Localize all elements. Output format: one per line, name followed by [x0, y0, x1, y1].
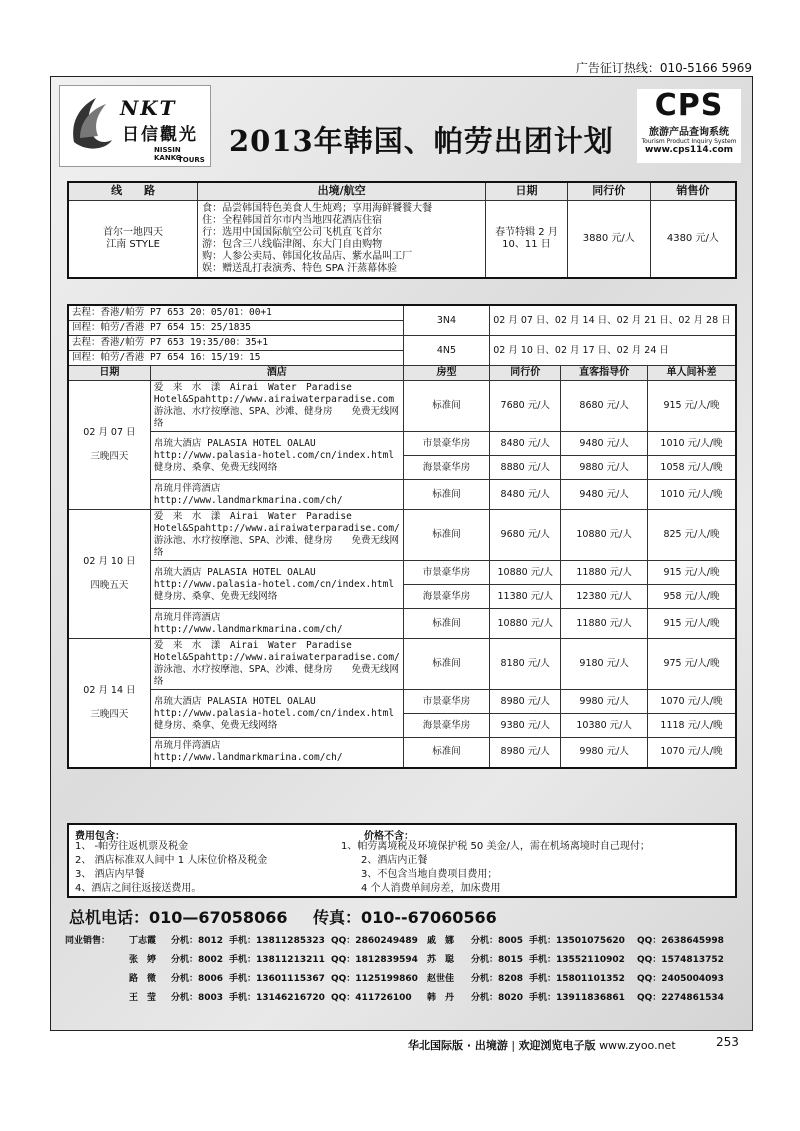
korea-header-flight: 出境/航空 [198, 182, 486, 200]
sales-mobile: 手机：13552110902 [529, 955, 625, 965]
room-direct-price: 10880 元/人 [561, 510, 648, 561]
flight-go: 去程：香港/帕劳 P7 653 20：05/01：00+1 [68, 305, 403, 321]
room-direct-price: 8680 元/人 [561, 381, 648, 432]
room-peer-price: 10880 元/人 [490, 609, 561, 639]
sales-qq: QQ：2405004093 [637, 974, 724, 984]
room-row [68, 432, 736, 456]
flight-back: 回程：帕劳/香港 P7 654 16：15/19：15 [68, 351, 403, 366]
korea-date: 春节特辑 2 月 10、11 日 [486, 200, 568, 278]
korea-route-name: 首尔一地四天 [103, 226, 164, 238]
sales-qq: QQ：1812839594 [331, 955, 418, 965]
room-peer-price: 9380 元/人 [490, 714, 561, 738]
room-type: 标准间 [403, 738, 489, 768]
sales-mobile: 手机：13811213211 [229, 955, 325, 965]
room-row [68, 609, 736, 639]
flight-dates: 02 月 10 日、02 月 17 日、02 月 24 日 [490, 336, 736, 366]
group-duration: 三晚四天 [90, 708, 129, 720]
korea-detail: 住：全程韩国首尔市内当地四花酒店住宿 [202, 214, 383, 226]
fee-included-item: 3、 酒店内早餐 [75, 869, 145, 880]
footer-pub: 华北国际版 · 出境游 [408, 1039, 508, 1052]
hotel-info: 爱 来 水 漾 Airai Water Paradise Hotel&Spahttp://www.airaiwaterparadise.com/ 游泳池、水疗按摩池、SPA、沙滩、健身房 免费无线网络 [150, 510, 403, 561]
group-date-value: 02 月 14 日 [83, 684, 136, 696]
footer [408, 1037, 676, 1053]
page-number: 253 [716, 1035, 739, 1049]
sales-row [65, 990, 745, 1010]
palau-header: 单人间补差 [647, 366, 736, 381]
hotel-info: 帛琉月伴湾酒店 http://www.landmarkmarina.com/ch/ [150, 480, 403, 510]
room-peer-price: 10880 元/人 [490, 561, 561, 585]
sales-name: 韩 丹 [427, 993, 455, 1003]
room-single-supplement: 958 元/人/晚 [647, 585, 736, 609]
room-peer-price: 8980 元/人 [490, 738, 561, 768]
group-date-value: 02 月 07 日 [83, 427, 136, 438]
room-single-supplement: 1070 元/人/晚 [647, 690, 736, 714]
sales-ext: 分机：8015 [471, 955, 524, 965]
sales-ext: 分机：8012 [171, 936, 224, 946]
room-type: 标准间 [403, 510, 489, 561]
cps-url: www.cps114.com [644, 145, 734, 155]
room-single-supplement: 915 元/人/晚 [647, 561, 736, 585]
palau-body [68, 305, 736, 768]
sales-mobile: 手机：13811285323 [229, 936, 325, 946]
group-date [68, 381, 150, 510]
korea-detail: 娱：赠送乱打表演秀、特色 SPA 汗蒸幕体验 [202, 262, 398, 274]
korea-header-row [68, 182, 736, 200]
hotel-info: 帛琉月伴湾酒店 http://www.landmarkmarina.com/ch/ [150, 738, 403, 768]
group-date-value: 02 月 10 日 [83, 556, 136, 567]
room-direct-price: 9980 元/人 [561, 690, 648, 714]
hotel-info: 帛琉大酒店 PALASIA HOTEL OALAU http://www.palasia-hotel.com/cn/index.html 健身房、桑拿、免费无线网络 [150, 690, 403, 738]
room-type: 市景豪华房 [403, 432, 489, 456]
hotel-info: 帛琉大酒店 PALASIA HOTEL OALAU http://www.palasia-hotel.com/cn/index.html 健身房、桑拿、免费无线网络 [150, 432, 403, 480]
sales-name: 丁志霞 [129, 936, 157, 946]
sales-name: 张 婷 [129, 955, 157, 965]
hotel-info: 爱 来 水 漾 Airai Water Paradise Hotel&Spahttp://www.airaiwaterparadise.com/游泳池、水疗按摩池、SPA、沙滩、健身房 免费无线网络 [150, 639, 403, 690]
flight-dates: 02 月 07 日、02 月 14 日、02 月 21 日、02 月 28 日 [490, 305, 736, 336]
fee-included-item: 4、酒店之间往返接送费用。 [75, 883, 202, 894]
nkt-sub2: TOURS [178, 156, 205, 164]
sales-row [65, 933, 745, 953]
palau-header: 日期 [68, 366, 150, 381]
palau-header: 房型 [403, 366, 489, 381]
korea-row [68, 200, 736, 278]
room-type: 海景豪华房 [403, 456, 489, 480]
sales-mobile: 手机：13146216720 [229, 993, 325, 1003]
korea-route-sub: 江南 STYLE [106, 238, 160, 250]
group-duration: 四晚五天 [90, 580, 129, 591]
sales-qq: QQ：1125199860 [331, 974, 418, 984]
flight-code: 4N5 [403, 336, 489, 366]
flight-code: 3N4 [403, 305, 489, 336]
korea-details [198, 200, 486, 278]
fees-excluded-title: 价格不含： [364, 831, 414, 842]
ad-page [50, 76, 753, 1031]
sales-mobile: 手机：15801101352 [529, 974, 625, 984]
room-direct-price: 9480 元/人 [561, 480, 648, 510]
fee-excluded-item: 4 个人消费单间房差，加床费用 [361, 883, 501, 894]
room-single-supplement: 1010 元/人/晚 [647, 432, 736, 456]
group-date [68, 639, 150, 768]
fees-included-title: 费用包含： [75, 831, 125, 842]
main-phone: 总机电话：010—67058066 [69, 908, 288, 927]
room-direct-price: 10380 元/人 [561, 714, 648, 738]
room-single-supplement: 1010 元/人/晚 [647, 480, 736, 510]
group-date [68, 510, 150, 639]
sales-qq: QQ：2638645998 [637, 936, 724, 946]
room-row [68, 381, 736, 432]
cps-logo [637, 89, 741, 163]
sales-ext: 分机：8020 [471, 993, 524, 1003]
korea-detail: 游：包含三八线临津阁、东大门自由购物 [202, 238, 383, 250]
room-direct-price: 9180 元/人 [561, 639, 648, 690]
room-single-supplement: 975 元/人/晚 [647, 639, 736, 690]
room-row [68, 510, 736, 561]
sales-ext: 分机：8208 [471, 974, 524, 984]
swan-icon [66, 92, 116, 154]
korea-header-route: 线 路 [68, 182, 198, 200]
nkt-logo [59, 85, 211, 167]
footer-sep: | [511, 1039, 516, 1052]
fax-number: 传真：010--67060566 [313, 908, 497, 927]
room-single-supplement: 1118 元/人/晚 [647, 714, 736, 738]
sales-ext: 分机：8006 [171, 974, 224, 984]
korea-sale-price: 4380 元/人 [650, 200, 736, 278]
room-direct-price: 11880 元/人 [561, 561, 648, 585]
nkt-brand: NKT [120, 96, 177, 120]
sales-name: 苏 聪 [427, 955, 455, 965]
footer-url[interactable]: www.zyoo.net [599, 1039, 676, 1052]
room-row [68, 480, 736, 510]
korea-header-date: 日期 [486, 182, 568, 200]
nkt-sub: NISSIN KANKO [154, 146, 182, 162]
sales-qq: QQ：411726100 [331, 993, 412, 1003]
room-direct-price: 11880 元/人 [561, 609, 648, 639]
sales-mobile: 手机：13501075620 [529, 936, 625, 946]
room-single-supplement: 1070 元/人/晚 [647, 738, 736, 768]
fee-included-item: 1、 -帕劳往返机票及税金 [75, 841, 189, 852]
room-type: 标准间 [403, 639, 489, 690]
palau-header: 同行价 [490, 366, 561, 381]
sales-qq: QQ：1574813752 [637, 955, 724, 965]
sales-ext: 分机：8005 [471, 936, 524, 946]
room-row [68, 738, 736, 768]
sales-name: 戚 娜 [427, 936, 455, 946]
korea-detail: 食：品尝韩国特色美食人生炖鸡；享用海鲜饕餮大餐 [202, 202, 433, 214]
room-direct-price: 9980 元/人 [561, 738, 648, 768]
room-direct-price: 9880 元/人 [561, 456, 648, 480]
sales-qq: QQ：2274861534 [637, 993, 724, 1003]
room-type: 海景豪华房 [403, 714, 489, 738]
room-direct-price: 9480 元/人 [561, 432, 648, 456]
flight-row [68, 305, 736, 321]
nkt-brand-cn: 日信觀光 [122, 125, 198, 145]
room-type: 标准间 [403, 609, 489, 639]
sales-name: 赵世佳 [427, 974, 455, 984]
hotel-info: 帛琉大酒店 PALASIA HOTEL OALAU http://www.palasia-hotel.com/cn/index.html 健身房、桑拿、免费无线网络 [150, 561, 403, 609]
room-row [68, 561, 736, 585]
room-single-supplement: 915 元/人/晚 [647, 381, 736, 432]
room-type: 市景豪华房 [403, 690, 489, 714]
page-title: 2013年韩国、帕劳出团计划 [229, 124, 614, 158]
palau-header: 直客指导价 [561, 366, 648, 381]
fee-excluded-item: 3、不包含当地自费项目费用； [361, 869, 498, 880]
room-row [68, 639, 736, 690]
cps-brand: CPS [654, 88, 724, 123]
room-peer-price: 8180 元/人 [490, 639, 561, 690]
room-type: 标准间 [403, 480, 489, 510]
sales-ext: 分机：8002 [171, 955, 224, 965]
room-peer-price: 8480 元/人 [490, 480, 561, 510]
room-single-supplement: 1058 元/人/晚 [647, 456, 736, 480]
flight-back: 回程：帕劳/香港 P7 654 15：25/1835 [68, 321, 403, 336]
sales-mobile: 手机：13601115367 [229, 974, 325, 984]
room-peer-price: 11380 元/人 [490, 585, 561, 609]
sales-name: 路 微 [129, 974, 157, 984]
sales-ext: 分机：8003 [171, 993, 224, 1003]
room-peer-price: 9680 元/人 [490, 510, 561, 561]
sales-mobile: 手机：13911836861 [529, 993, 625, 1003]
hotel-info: 帛琉月伴湾酒店 http://www.landmarkmarina.com/ch/ [150, 609, 403, 639]
room-single-supplement: 825 元/人/晚 [647, 510, 736, 561]
palau-header-row [68, 366, 736, 381]
fees-section [67, 823, 737, 898]
korea-peer-price: 3880 元/人 [567, 200, 650, 278]
room-direct-price: 12380 元/人 [561, 585, 648, 609]
palau-table [67, 304, 737, 769]
fee-excluded-item: 2、酒店内正餐 [361, 855, 428, 866]
korea-route [68, 200, 198, 278]
cps-brand-cn: 旅游产品查询系统 [649, 127, 729, 138]
flight-go: 去程：香港/帕劳 P7 653 19:35/00：35+1 [68, 336, 403, 351]
room-peer-price: 8980 元/人 [490, 690, 561, 714]
ad-hotline: 广告征订热线：010-5166 5969 [575, 61, 752, 75]
sales-row [65, 952, 745, 972]
room-single-supplement: 915 元/人/晚 [647, 609, 736, 639]
group-duration: 三晚四天 [90, 451, 129, 462]
sales-label: 同业销售： [65, 936, 111, 946]
korea-header-peer: 同行价 [567, 182, 650, 200]
room-peer-price: 8480 元/人 [490, 432, 561, 456]
flight-row [68, 336, 736, 351]
fee-included-item: 2、 酒店标准双人间中 1 人床位价格及税金 [75, 855, 268, 866]
room-peer-price: 8880 元/人 [490, 456, 561, 480]
room-peer-price: 7680 元/人 [490, 381, 561, 432]
korea-header-sale: 销售价 [650, 182, 736, 200]
sales-row [65, 971, 745, 991]
room-type: 市景豪华房 [403, 561, 489, 585]
room-type: 标准间 [403, 381, 489, 432]
korea-detail: 购：人参公卖局、韩国化妆品店、紫水晶叫工厂 [202, 250, 413, 262]
hotel-info: 爱 来 水 漾 Airai Water Paradise Hotel&Spahttp://www.airaiwaterparadise.com 游泳池、水疗按摩池、SPA、沙滩、健身房 免费无线网络 [150, 381, 403, 432]
room-row [68, 690, 736, 714]
footer-text: 欢迎浏览电子版 [518, 1039, 596, 1052]
korea-detail: 行：选用中国国际航空公司飞机直飞首尔 [202, 226, 383, 238]
room-type: 海景豪华房 [403, 585, 489, 609]
cps-brand-en: Tourism Product Inquiry System [641, 138, 737, 145]
palau-header: 酒店 [150, 366, 403, 381]
sales-qq: QQ：2860249489 [331, 936, 418, 946]
korea-table [67, 181, 737, 279]
fee-excluded-item: 1、帕劳离境税及环境保护税 50 美金/人，需在机场离境时自己现付； [341, 841, 650, 852]
sales-name: 王 莹 [129, 993, 157, 1003]
